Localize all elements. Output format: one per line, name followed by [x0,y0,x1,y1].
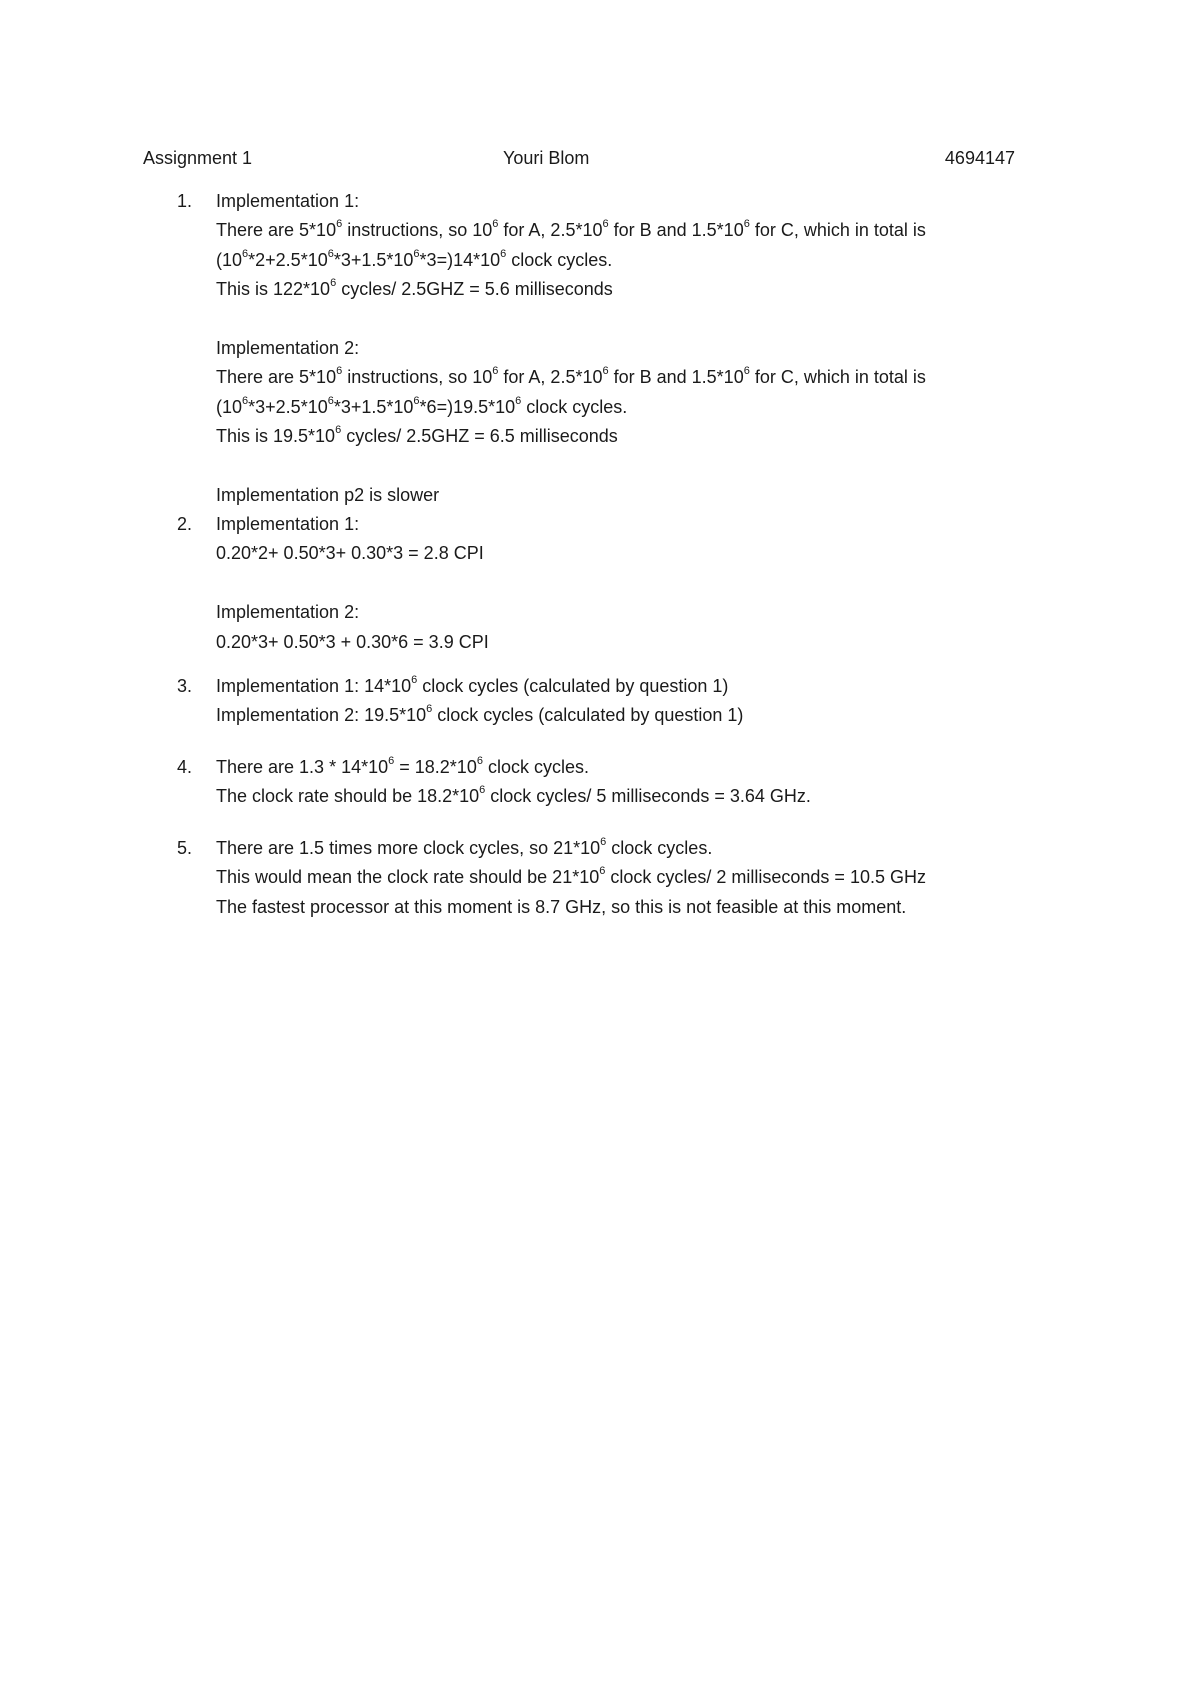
student-id: 4694147 [944,148,1015,168]
answer-line: Implementation 1: $14*10^6$ clock cycles (calculated by question 1) [216,674,729,696]
question-number: 2. [177,514,193,534]
assignment-title: Assignment 1 [143,148,253,168]
question-number: 4. [177,757,193,777]
question-number: 3. [177,676,193,696]
question-number: 5. [177,838,193,858]
answer-line: 0.20*3+ 0.50*3 + 0.30*6 = 3.9 CPI [216,631,489,652]
answer-body [216,672,1076,731]
answer-line: Implementation 2: $19.5*10^6$ clock cycles (calculated by question 1) [216,703,744,726]
question-number: 1. [177,191,193,211]
answer-line: $(10^6*3+2.5*10^6*3+1.5*10^6*6=)19.5*10^6$ clock cycles. [216,394,628,417]
answer-line: There are 1.5 times more clock cycles, so $21*10^6$ clock cycles. [216,836,713,858]
blank-line [216,305,1076,334]
answer-body [216,834,1076,922]
answer-line: Implementation 2: [216,602,360,623]
answer-line: This is $122*10^6$ cycles/ 2.5GHZ = 5.6 milliseconds [216,277,613,300]
blank-line [216,452,1076,481]
answer-line: There are $5*10^6$ instructions, so $10^6$ for A, $2.5*10^6$ for B and $1.5*10^6$ for C, which in total is [216,218,926,241]
answer-line: This is $19.5*10^6$ cycles/ 2.5GHZ = 6.5 milliseconds [216,424,618,447]
answer-body [216,510,1076,657]
answer-body [216,753,1076,812]
answer-line: There are $1.3 * 14*10^6 = 18.2*10^6$ clock cycles. [216,755,589,777]
answer-line: $(10^6*2+2.5*10^6*3+1.5*10^6*3=)14*10^6$ clock cycles. [216,247,613,270]
answer-line: There are $5*10^6$ instructions, so $10^6$ for A, $2.5*10^6$ for B and $1.5*10^6$ for C, which in total is [216,365,926,388]
answer-line: Implementation 1: [216,191,360,211]
blank-line [216,569,1076,598]
answer-line: Implementation 2: [216,337,360,358]
answer-line: The fastest processor at this moment is 8.7 GHz, so this is not feasible at this moment. [216,896,907,917]
answer-line: This would mean the clock rate should be $21*10^6$ clock cycles/ 2 milliseconds = 10.5 GHz [216,865,926,888]
author-name: Youri Blom [503,148,590,168]
answer-body [216,187,1076,510]
answer-line: 0.20*2+ 0.50*3+ 0.30*3 = 2.8 CPI [216,543,484,564]
answer-line: The clock rate should be $18.2*10^6$ clock cycles/ 5 milliseconds = 3.64 GHz. [216,784,811,807]
answer-line: Implementation 1: [216,514,360,534]
document-header [143,145,1015,171]
answer-line: Implementation p2 is slower [216,484,440,505]
